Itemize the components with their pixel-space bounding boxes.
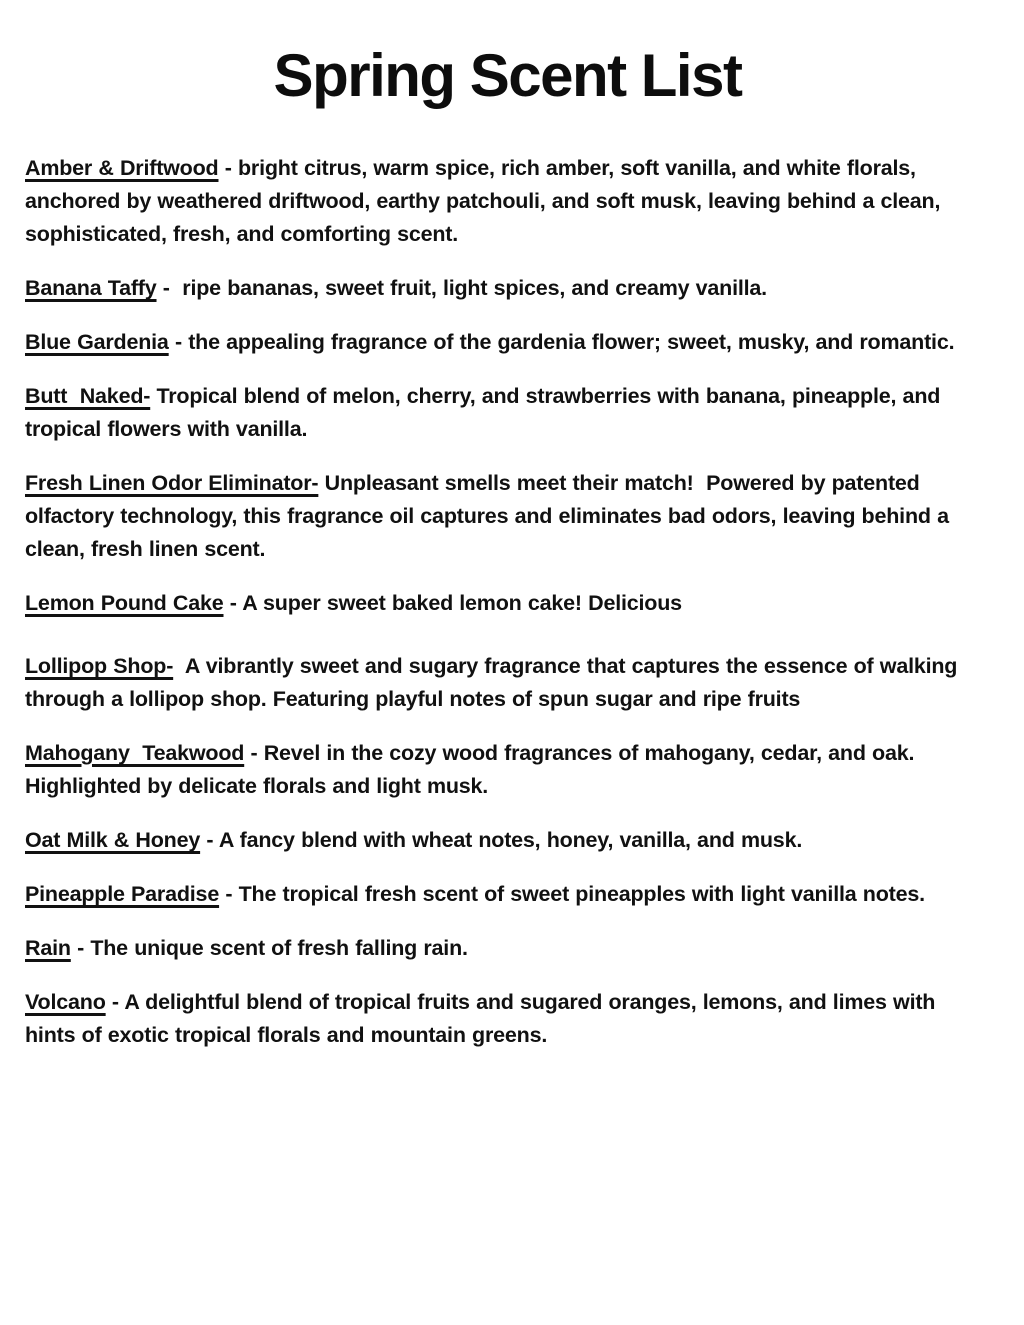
scent-entry-banana-taffy: [25, 272, 990, 305]
scent-name: Fresh Linen Odor Eliminator-: [25, 471, 319, 495]
scent-name: Volcano: [25, 990, 106, 1014]
scent-entry-lollipop-shop: [25, 650, 990, 716]
scent-separator: -: [200, 828, 219, 852]
scent-description: A super sweet baked lemon cake! Delicious: [242, 591, 682, 615]
scent-separator: -: [223, 591, 243, 615]
scent-entry-mahogany-teakwood: [25, 737, 990, 803]
scent-name: Mahogany Teakwood: [25, 741, 245, 765]
scent-name: Rain: [25, 936, 71, 960]
scent-name: Blue Gardenia: [25, 330, 169, 354]
scent-description: The tropical fresh scent of sweet pineapples with light vanilla notes.: [238, 882, 925, 906]
scent-entry-pineapple-paradise: [25, 878, 990, 911]
scent-name: Butt Naked-: [25, 384, 151, 408]
scent-description: The unique scent of fresh falling rain.: [90, 936, 468, 960]
scent-separator: -: [168, 330, 189, 354]
scent-entry-blue-gardenia: [25, 326, 990, 359]
scent-entry-lemon-pound-cake: [25, 587, 990, 620]
scent-entry-oat-milk-honey: [25, 824, 990, 857]
scent-name: Banana Taffy: [25, 276, 157, 300]
scent-name: Pineapple Paradise: [25, 882, 220, 906]
scent-separator: [173, 654, 185, 678]
scent-separator: -: [70, 936, 91, 960]
scent-name: Lollipop Shop-: [25, 654, 174, 678]
scent-description: the appealing fragrance of the gardenia flower; sweet, musky, and romantic.: [188, 330, 955, 354]
scent-description: Unpleasant smells meet their match! Powered by patented olfactory technology, this fragrance oil captures and eliminates bad odors, leaving behind a clean, fresh linen scent.: [25, 471, 956, 561]
scent-description: A fancy blend with wheat notes, honey, vanilla, and musk.: [218, 828, 803, 852]
scent-description: Revel in the cozy wood fragrances of mahogany, cedar, and oak. Highlighted by delicate florals and light musk.: [25, 741, 921, 798]
scent-name: Amber & Driftwood: [25, 156, 219, 180]
scent-entry-volcano: [25, 986, 990, 1052]
scent-list: [25, 152, 990, 1052]
scent-separator: -: [156, 276, 183, 300]
scent-entry-butt-naked: [25, 380, 990, 446]
scent-entry-amber-driftwood: [25, 152, 990, 251]
scent-separator: -: [244, 741, 264, 765]
scent-description: Tropical blend of melon, cherry, and strawberries with banana, pineapple, and tropical flowers with vanilla.: [25, 384, 947, 441]
scent-separator: -: [219, 882, 239, 906]
scent-entry-rain: [25, 932, 990, 965]
scent-name: Oat Milk & Honey: [25, 828, 201, 852]
scent-description: bright citrus, warm spice, rich amber, soft vanilla, and white florals, anchored by weathered driftwood, earthy patchouli, and soft musk, leaving behind a clean, sophisticated, fresh, and comforting scent.: [25, 156, 947, 246]
scent-entry-fresh-linen-odor-eliminator: [25, 467, 990, 566]
page-title: Spring Scent List: [273, 42, 742, 109]
scent-separator: -: [105, 990, 125, 1014]
scent-description: ripe bananas, sweet fruit, light spices, and creamy vanilla.: [182, 276, 767, 300]
scent-separator: -: [218, 156, 238, 180]
scent-description: A delightful blend of tropical fruits and sugared oranges, lemons, and limes with hints of exotic tropical florals and mountain greens.: [25, 990, 942, 1047]
scent-description: A vibrantly sweet and sugary fragrance that captures the essence of walking through a lollipop shop. Featuring playful notes of spun sugar and ripe fruits: [25, 654, 964, 711]
scent-name: Lemon Pound Cake: [25, 591, 224, 615]
